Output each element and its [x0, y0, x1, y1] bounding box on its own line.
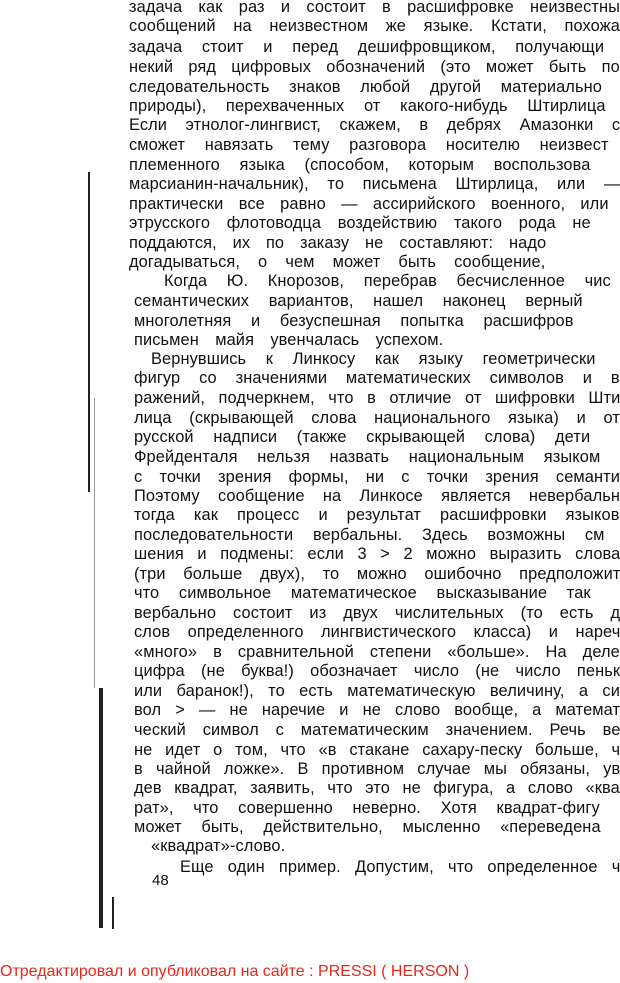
text-line: сообщений на неизвестном же языке. Кстати, похожа	[129, 17, 620, 35]
text-line: слов определенного лингвистического класса) и нареч	[134, 623, 620, 641]
text-line: ражений, подчеркнем, что в отличие от шифровки Шти	[134, 389, 620, 407]
text-line: догадываться, о чем может быть сообщение,	[129, 253, 546, 271]
text-line: природы), перехваченных от какого-нибудь Штирлица	[129, 97, 606, 115]
publisher-footer: Отредактировал и опубликовал на сайте : PRESSI ( HERSON )	[0, 963, 470, 980]
text-line: (три больше двух), то можно ошибочно предположит	[134, 565, 620, 583]
text-line: ческий символ с математическим значением. Речь ве	[134, 721, 620, 739]
text-line: фигур со значениями математических символов и в	[134, 369, 620, 387]
page-number: 48	[152, 872, 169, 889]
text-line: не идет о том, что «в стакане сахару-песку больше, ч	[134, 741, 620, 759]
text-line: Когда Ю. Кнорозов, перебрав бесчисленное чис	[164, 272, 611, 290]
text-line: племенного языка (способом, которым воспользова	[129, 156, 591, 174]
text-line: сможет навязать тему разговора носителю неизвест	[129, 136, 609, 154]
text-line: семантических вариантов, нашел наконец верный	[134, 292, 583, 310]
margin-rule-thin	[88, 172, 90, 492]
margin-rule-thick	[99, 688, 103, 928]
text-line: рат», что совершенно неверно. Хотя квадрат-фигу	[134, 799, 600, 817]
margin-rule-short	[112, 897, 114, 929]
text-line: или баранок!), то есть математическую величину, а си	[134, 682, 620, 700]
text-line: шения и подмены: если 3 > 2 можно выразить слова	[134, 545, 620, 563]
text-line: цифра (не буква!) обозначает число (не число пеньк	[134, 662, 620, 680]
text-line: последовательности вербальны. Здесь возможны см	[134, 526, 605, 544]
text-line: «квадрат»-слово.	[151, 837, 286, 855]
text-line: некий ряд цифровых обозначений (это может быть по	[129, 58, 620, 76]
text-line: письмен майя увенчалась успехом.	[134, 331, 444, 349]
text-line: дев квадрат, заявить, что это не фигура, а слово «ква	[134, 779, 620, 797]
text-line: вербально состоит из двух числительных (то есть д	[134, 604, 620, 622]
text-line: может быть, действительно, мысленно «переведена	[134, 818, 601, 836]
text-line: задача стоит и перед дешифровщиком, получающи	[129, 38, 605, 56]
text-line: задача как раз и состоит в расшифровке неизвестны	[129, 0, 620, 16]
text-line: лица (скрывающей слова национального языка) и от	[134, 409, 620, 427]
text-line: с точки зрения формы, ни с точки зрения семанти	[134, 468, 620, 486]
text-line: в чайной ложке». В противном случае мы обязаны, ув	[134, 760, 620, 778]
text-line: следовательность знаков любой другой материально	[129, 78, 602, 96]
text-line: этрусского флотоводца воздействию такого рода не	[129, 214, 591, 232]
text-line: практически все равно — ассирийского военного, или	[129, 195, 609, 213]
text-line: марсианин-начальник), то письмена Штирлица, или —	[129, 175, 620, 193]
text-line: вол > — не наречие и не слово вообще, а математ	[134, 701, 620, 719]
text-line: Еще один пример. Допустим, что определенное ч	[180, 858, 620, 876]
text-line: многолетняя и безуспешная попытка расшифров	[134, 312, 574, 330]
text-line: Фрейденталя нельзя назвать национальным языком	[134, 448, 601, 466]
text-line: Поэтому сообщение на Линкосе является невербальн	[134, 487, 620, 505]
text-line: «много» в сравнительной степени «больше». На деле	[134, 643, 620, 661]
text-line: тогда как процесс и результат расшифровки языков	[134, 506, 620, 524]
text-line: Если этнолог-лингвист, скажем, в дебрях Амазонки с	[129, 116, 620, 134]
text-line: поддаются, их по заказу не составляют: надо	[129, 234, 547, 252]
margin-rule-thin-lower	[94, 398, 95, 688]
text-line: русской надписи (также скрывающей слова) дети	[134, 428, 591, 446]
text-line: что символьное математическое высказывание так	[134, 584, 591, 602]
text-line: Вернувшись к Линкосу как языку геометрически	[151, 350, 596, 368]
